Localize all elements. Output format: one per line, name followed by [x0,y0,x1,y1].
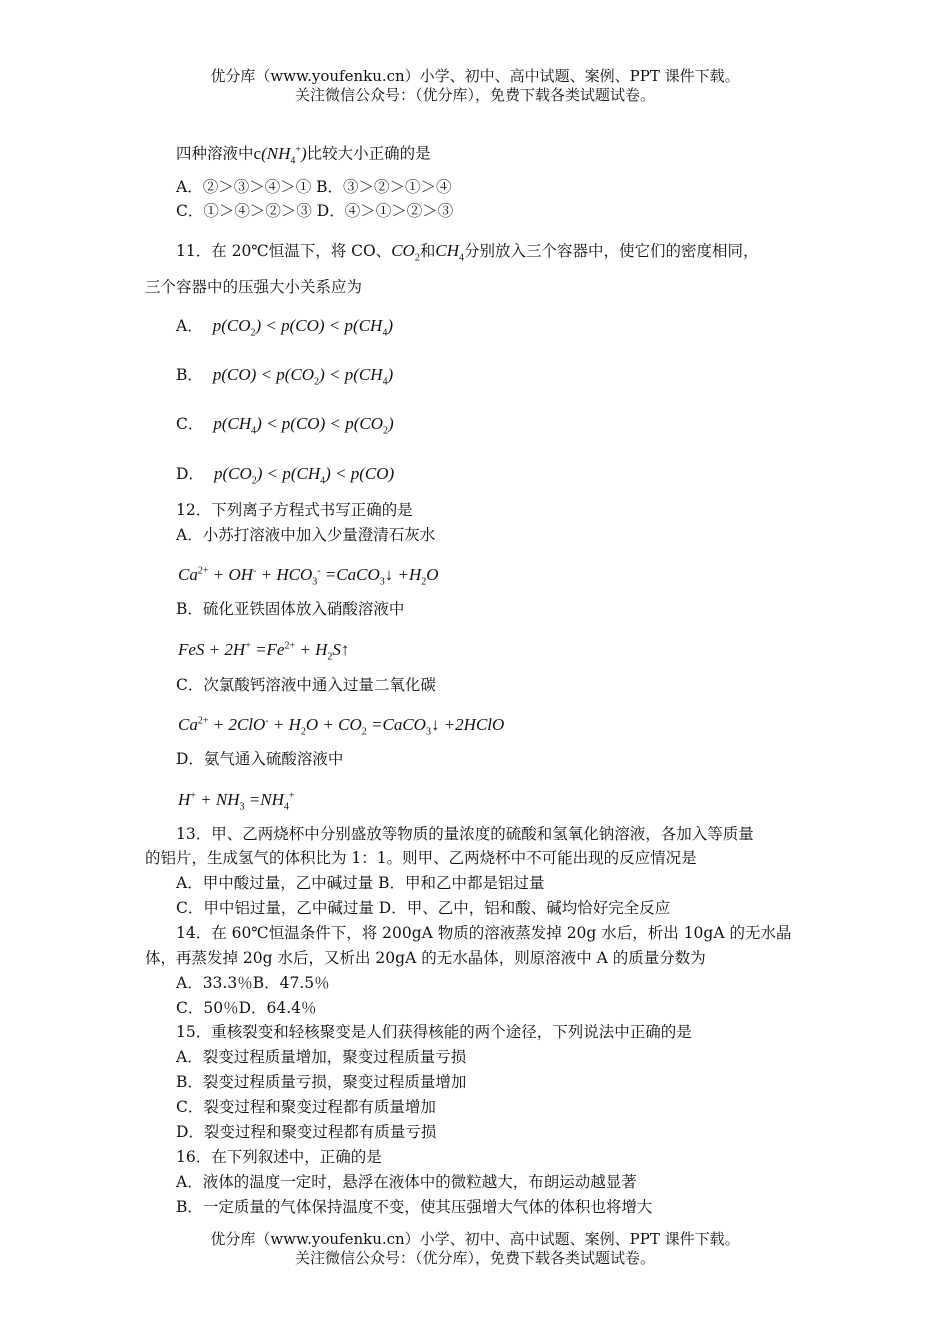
q12-equation-d: $H^+ + NH_3 =NH_4^+$ [178,789,295,813]
q11-option-d: D． $p(CO_2) < p(CH_4) < p(CO)$ [176,464,395,487]
page-footer [0,1230,950,1268]
q15-stem: 15．重核裂变和轻核聚变是人们获得核能的两个途径，下列说法中正确的是 [176,1023,692,1041]
page-header [0,67,950,105]
q14-option-c-d: C．50％D．64.4％ [176,999,317,1017]
q13-stem-line-1: 13．甲、乙两烧杯中分别盛放等物质的量浓度的硫酸和氢氧化钠溶液，各加入等质量 [176,825,754,843]
header-line-2: 关注微信公众号：（优分库），免费下载各类试题试卷。 [294,86,655,104]
q13-stem-line-2: 的铝片，生成氢气的体积比为 1：1。则甲、乙两烧杯中不可能出现的反应情况是 [145,849,697,867]
footer-line-1: 优分库（www.youfenku.cn）小学、初中、高中试题、案例、PPT 课件下载。 [210,1230,740,1248]
q10-stem: 四种溶液中$c(NH_4^+)$比较大小正确的是 [176,143,431,167]
q13-option-c-d: C．甲中铝过量，乙中碱过量 D．甲、乙中，铝和酸、碱均恰好完全反应 [176,899,671,917]
q14-stem-line-2: 体，再蒸发掉 20g 水后，又析出 20gA 的无水晶体，则原溶液中 A 的质量分数为 [145,949,706,967]
q11-option-a: A． $p(CO_2) < p(CO) < p(CH_4)$ [176,316,393,339]
header-line-1: 优分库（www.youfenku.cn）小学、初中、高中试题、案例、PPT 课件下载。 [210,67,740,85]
q12-option-c: C．次氯酸钙溶液中通入过量二氧化碳 [176,676,436,694]
q15-option-c: C．裂变过程和聚变过程都有质量增加 [176,1098,436,1116]
q14-stem-line-1: 14．在 60℃恒温条件下，将 200gA 物质的溶液蒸发掉 20g 水后，析出 10gA 的无水晶 [176,924,792,942]
q15-option-d: D．裂变过程和聚变过程都有质量亏损 [176,1123,437,1141]
q14-option-a-b: A．33.3％B．47.5％ [176,974,330,992]
q11-stem-line-2: 三个容器中的压强大小关系应为 [145,278,363,296]
q12-option-b: B．硫化亚铁固体放入硝酸溶液中 [176,600,405,618]
q16-stem: 16．在下列叙述中，正确的是 [176,1148,382,1166]
q10-option-a-b: A．②＞③＞④＞① B．③＞②＞①＞④ [176,178,452,196]
q10-formula: $c(NH_4^+)$ [253,143,307,167]
q13-option-a-b: A．甲中酸过量，乙中碱过量 B．甲和乙中都是铝过量 [176,874,545,892]
q12-stem: 12．下列离子方程式书写正确的是 [176,501,413,519]
q15-option-a: A．裂变过程质量增加，聚变过程质量亏损 [176,1048,467,1066]
q11-stem-line-1: 11．在 20℃恒温下，将 CO、$CO_2$和$CH_4$分别放入三个容器中，使它们的密度相同， [176,241,759,264]
q16-option-a: A．液体的温度一定时，悬浮在液体中的微粒越大，布朗运动越显著 [176,1173,637,1191]
q12-equation-b: FeS + $2H^+ =Fe^{2+}$ + $H_2S↑$ [178,639,350,663]
q12-equation-c: $Ca^{2+} + 2ClO^- + H_2O + CO_2$ =CaCO$_3$↓ +2HClO [178,714,505,738]
q11-option-b: B． $p(CO) < p(CO_2) < p(CH_4)$ [176,365,394,388]
q12-equation-a: $Ca^{2+} + OH^- + HCO_3^-$ =CaCO$_3$↓ $+H_2O$ [178,564,439,588]
q11-option-c: C． $p(CH_4) < p(CO) < p(CO_2)$ [176,414,394,437]
footer-line-2: 关注微信公众号：（优分库），免费下载各类试题试卷。 [294,1249,655,1267]
q12-option-d: D．氨气通入硫酸溶液中 [176,750,344,768]
q12-option-a: A．小苏打溶液中加入少量澄清石灰水 [176,526,436,544]
q10-option-c-d: C．①＞④＞②＞③ D．④＞①＞②＞③ [176,202,454,220]
q16-option-b: B．一定质量的气体保持温度不变，使其压强增大气体的体积也将增大 [176,1198,653,1216]
q15-option-b: B．裂变过程质量亏损，聚变过程质量增加 [176,1073,467,1091]
